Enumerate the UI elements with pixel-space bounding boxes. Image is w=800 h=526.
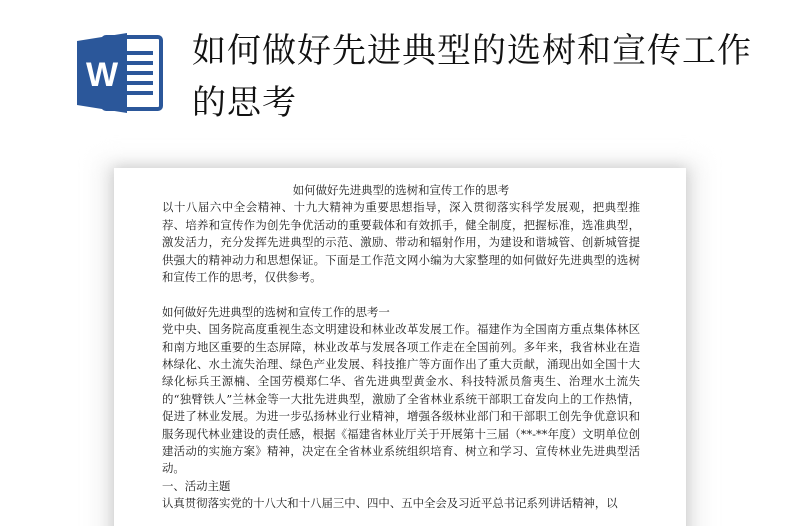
word-document-icon <box>75 31 167 115</box>
intro-paragraph: 以十八届六中全会精神、十九大精神为重要思想指导，深入贯彻落实科学发展观，把典型推荐、培养和宣传作为创先争优活动的重要载体和有效抓手，健全制度，把握标准，选准典型，激发活力，充分发挥先进典型的示范、激励、带动和辐射作用，为建设和谐城管、创新城管提供强大的精神动力和思想保证。下面是工作范文网小编为大家整理的如何做好先进典型的选树和宣传工作的思考，仅供参考。 <box>162 200 640 285</box>
subsection-title: 一、活动主题 <box>162 478 231 493</box>
section-title: 如何做好先进典型的选树和宣传工作的思考一 <box>162 304 390 319</box>
document-body <box>162 182 640 513</box>
document-heading: 如何做好先进典型的选树和宣传工作的思考 <box>292 183 510 197</box>
word-icon-letter: W <box>85 56 119 94</box>
paragraph-gap <box>162 286 640 303</box>
section-paragraph: 党中央、国务院高度重视生态文明建设和林业改革发展工作。福建作为全国南方重点集体林区和南方地区重要的生态屏障，林业改革与发展各项工作走在全国前列。多年来，我省林业在造林绿化、水土流失治理、绿色产业发展、科技推广等方面作出了重大贡献，涌现出如全国十大绿化标兵王源楠、全国劳模郑仁华、省先进典型黄金水、科技特派员詹夷生、治理水土流失的“独臂铁人”兰林金等一大批先进典型，激励了全省林业系统干部职工奋发向上的工作热情，促进了林业发展。为进一步弘扬林业行业精神，增强各级林业部门和干部职工创先争优意识和服务现代林业建设的责任感，根据《福建省林业厅关于开展第十三届（**-**年度）文明单位创建活动的实施方案》精神，决定在全省林业系统组织培育、树立和学习、宣传林业先进典型活动。 <box>162 322 640 476</box>
subsection-paragraph: 认真贯彻落实党的十八大和十八届三中、四中、五中全会及习近平总书记系列讲话精神，以 <box>162 496 618 511</box>
page-title: 如何做好先进典型的选树和宣传工作的思考 <box>192 31 752 123</box>
document-preview <box>114 168 686 526</box>
